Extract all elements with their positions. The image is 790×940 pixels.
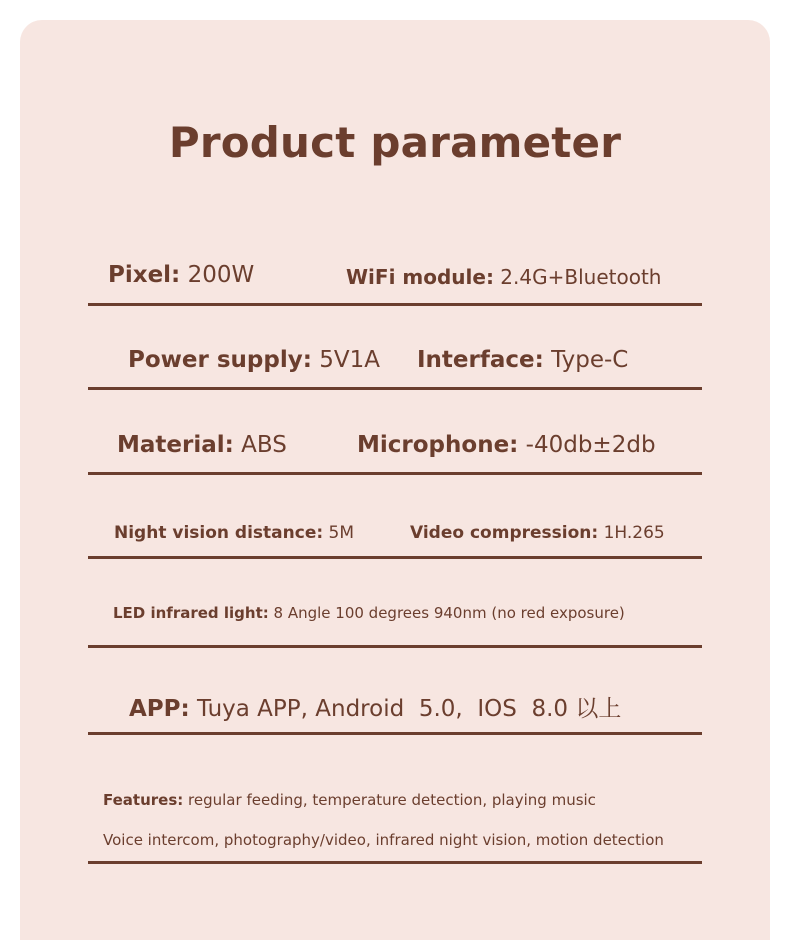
param-value: 5V1A: [311, 347, 380, 373]
param-value: 200W: [180, 262, 255, 288]
param-label: Pixel:: [108, 262, 181, 288]
divider: [88, 472, 702, 475]
page-title: Product parameter: [168, 118, 622, 167]
param-wifi-module: [346, 265, 661, 289]
param-pixel: [108, 262, 254, 288]
features-value-line-2: Voice intercom, photography/video, infrared night vision, motion detection: [103, 831, 664, 849]
param-led-infrared-light: [113, 604, 625, 622]
param-label: Microphone:: [357, 432, 519, 458]
param-features: [103, 791, 596, 809]
param-label: APP:: [129, 696, 190, 722]
param-value: 1H.265: [598, 523, 665, 543]
param-power-supply: [128, 347, 380, 373]
divider: [88, 303, 702, 306]
param-label: WiFi module:: [346, 265, 494, 289]
param-interface: [417, 347, 628, 373]
features-label: Features:: [103, 791, 184, 809]
param-material: [117, 432, 287, 458]
features-value: regular feeding, temperature detection, playing music: [183, 791, 596, 809]
param-value: ABS: [233, 432, 287, 458]
param-label: LED infrared light:: [113, 604, 269, 622]
param-label: Power supply:: [128, 347, 312, 373]
param-microphone: [357, 432, 656, 458]
divider: [88, 645, 702, 648]
divider: [88, 861, 702, 864]
param-label: Night vision distance:: [114, 523, 324, 543]
param-value: 2.4G+Bluetooth: [493, 265, 662, 289]
param-label: Interface:: [417, 347, 544, 373]
param-value: -40db±2db: [518, 432, 656, 458]
param-value: Type-C: [543, 347, 629, 373]
param-label: Material:: [117, 432, 234, 458]
param-value: Tuya APP, Android 5.0, IOS 8.0 以上: [189, 696, 622, 722]
param-value: 5M: [323, 523, 355, 543]
divider: [88, 556, 702, 559]
param-app: [129, 690, 621, 723]
param-night-vision-distance: [114, 523, 354, 543]
divider: [88, 732, 702, 735]
param-label: Video compression:: [410, 523, 599, 543]
param-video-compression: [410, 523, 665, 543]
divider: [88, 387, 702, 390]
param-value: 8 Angle 100 degrees 940nm (no red exposure): [268, 604, 625, 622]
